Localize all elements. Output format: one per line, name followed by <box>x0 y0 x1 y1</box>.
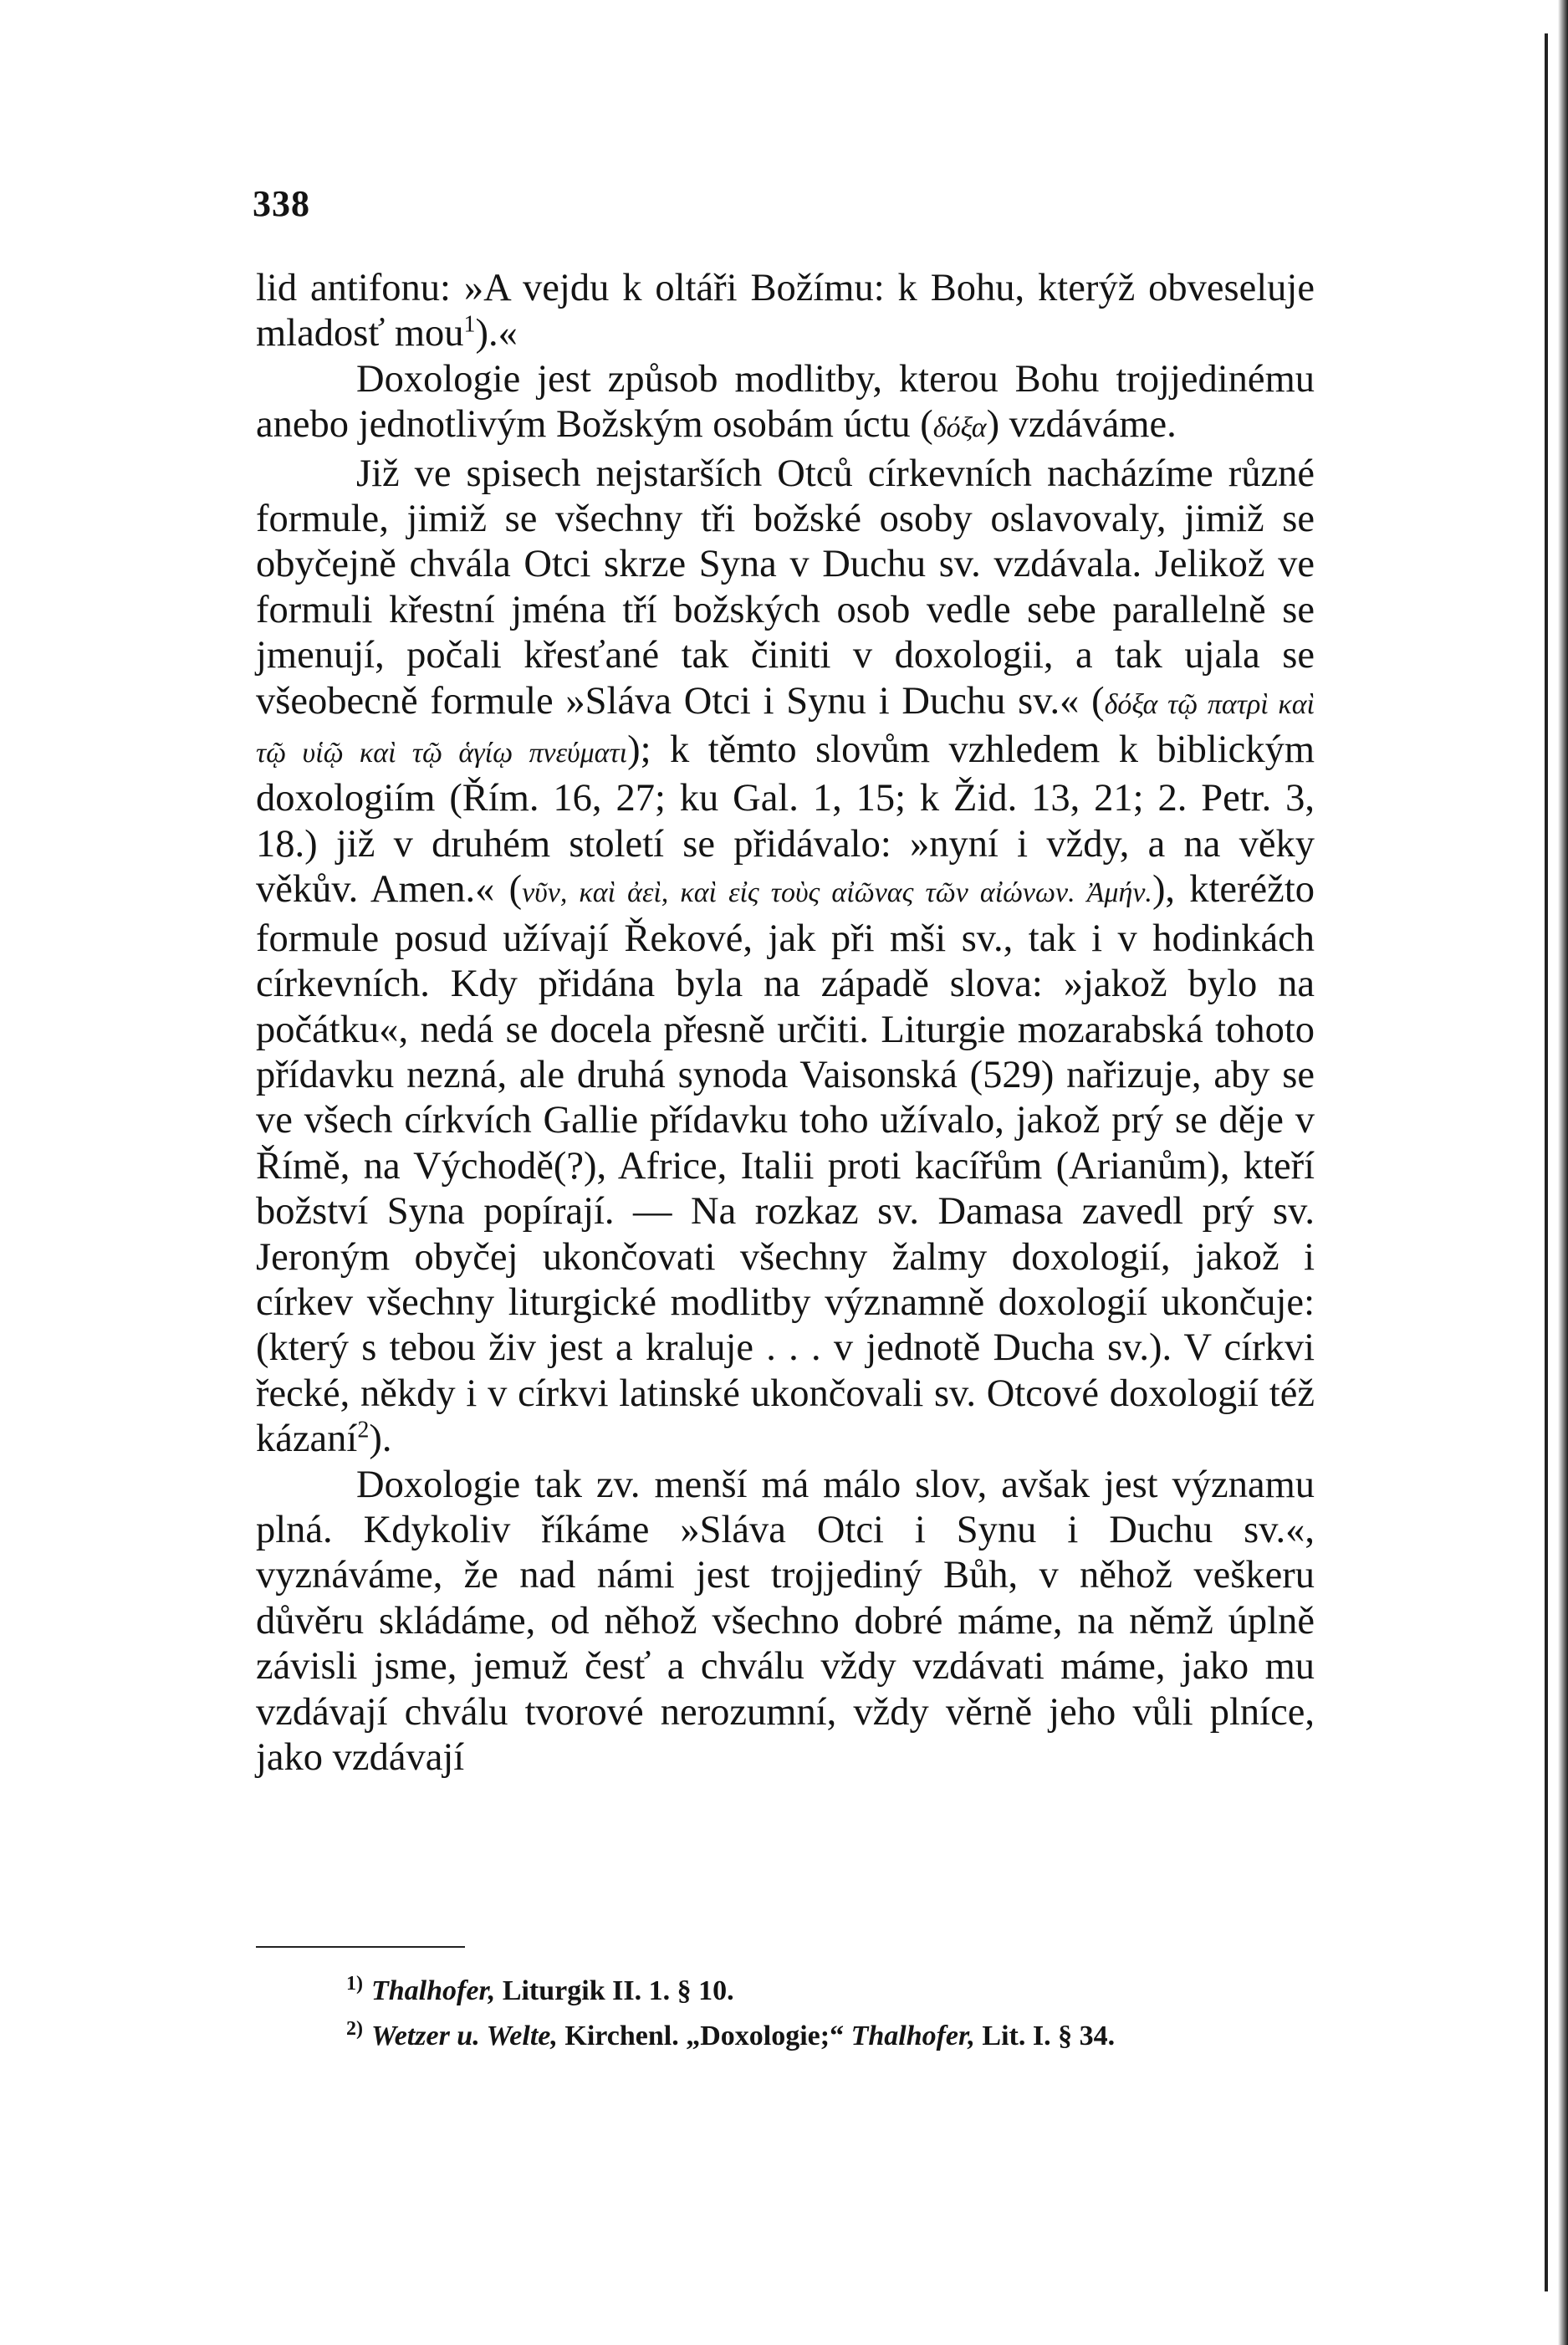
footnote-separator <box>256 1946 465 1948</box>
footnote-ref-1[interactable]: 1 <box>463 311 476 338</box>
page-edge-shadow <box>1558 0 1568 2345</box>
paragraph-1-text-b: ).« <box>475 312 518 355</box>
footnote-1-mark: 1) <box>346 1972 363 1995</box>
footnote-2-author: Wetzer u. Welte, <box>371 2021 558 2051</box>
footnote-1 <box>346 1969 1308 2014</box>
paragraph-3-text-a: Již ve spisech nejstarších Otců církevních nacházíme různé formule, jimiž se všechny tři božské osoby oslavovaly, jimiž se obyčejně chvála Otci skrze Syna v Duchu sv. vzdávala. Jelikož ve formuli křestní jména tří božských osob vedle sebe parallelně se jmenují, počali křesťané tak činiti v doxologii, a tak ujala se všeobecně formule »Sláva Otci i Synu i Duchu sv.« ( <box>256 452 1315 723</box>
footnote-2-text: Kirchenl. „Doxologie;“ <box>557 2021 851 2051</box>
greek-doxa: δόξα <box>932 412 987 444</box>
footnote-2-author-2: Thalhofer, <box>850 2021 975 2051</box>
paragraph-2-text-a: Doxologie jest způsob modlitby, kterou Bohu trojjedinému anebo jednotlivým Božským osobám úctu ( <box>256 357 1315 447</box>
paragraph-3-text-b: ); k těmto slovům vzhledem k biblickým doxologiím (Řím. 16, 27; ku Gal. 1, 15; k Žid. 13, 21; 2. Petr. 3, 18.) již v druhém století se přidávalo: »nyní i vždy, a na věky věkův. Amen.« ( <box>256 728 1315 912</box>
page-edge-line <box>1545 33 1548 2291</box>
footnote-2 <box>346 2014 1308 2059</box>
greek-doxology-2: νῦν, καὶ ἀεὶ, καὶ εἰς τοὺς αἰῶνας τῶν αἰώνων. Ἀμήν. <box>522 877 1152 909</box>
paragraph-4 <box>256 1463 1315 1781</box>
footnote-1-text: Liturgik II. 1. § 10. <box>495 1975 734 2006</box>
greek-doxology-1: δόξα τῷ πατρὶ καὶ τῷ υἱῷ καὶ τῷ ἁγίῳ πνεύματι <box>256 688 1315 769</box>
footnote-2-text-2: Lit. I. § 34. <box>974 2021 1116 2051</box>
paragraph-4-text-a: Doxologie tak zv. menší má málo slov, avšak jest významu plná. Kdykoliv říkáme »Sláva Otci i Synu i Duchu sv.«, vyznáváme, že nad námi jest trojjediný Bůh, v něhož veškeru důvěru skládáme, od něhož všechno dobré máme, na němž úplně závisli jsme, jemuž česť a chválu vždy vzdávati máme, jako mu vzdávají chválu tvorové nerozumní, vždy věrně jeho vůli plníce, jako vzdávají <box>256 1463 1315 1779</box>
footnote-2-mark: 2) <box>346 2017 363 2040</box>
footnotes <box>346 1969 1308 2059</box>
paragraph-1 <box>256 266 1315 357</box>
footnote-ref-2[interactable]: 2 <box>357 1417 370 1443</box>
paragraph-3-text-c: ), kteréžto formule posud užívají Řekové, jak při mši sv., tak i v hodinkách církevních. Kdy přidána byla na západě slova: »jakož bylo na počátku«, nedá se docela přesně určiti. Liturgie mozarabská tohoto přídavku nezná, ale druhá synoda Vaisonská (529) nařizuje, aby se ve všech církvích Gallie přídavku toho užívalo, jakož prý se děje v Římě, na Východě(?), Africe, Italii proti kacířům (Arianům), kteří božství Syna popírají. — Na rozkaz sv. Damasa zavedl prý sv. Jeroným obyčej ukončovati všechny žalmy doxologií, jakož i církev všechny liturgické modlitby významně doxologií ukončuje: (který s tebou živ jest a kraluje . . . v jednotě Ducha sv.). V církvi řecké, někdy i v církvi latinské ukončovali sv. Otcové doxologií též kázaní <box>256 868 1315 1461</box>
paragraph-3-text-d: ). <box>369 1418 392 1461</box>
paragraph-3 <box>256 452 1315 1463</box>
body-text <box>256 266 1315 1780</box>
paragraph-1-text-a: lid antifonu: »A vejdu k oltáři Božímu: k Bohu, kterýž obveseluje mladosť mou <box>256 267 1315 355</box>
page-number: 338 <box>253 183 310 224</box>
footnote-1-author: Thalhofer, <box>371 1975 496 2006</box>
paragraph-2 <box>256 357 1315 452</box>
paragraph-2-text-b: ) vzdáváme. <box>986 403 1177 447</box>
